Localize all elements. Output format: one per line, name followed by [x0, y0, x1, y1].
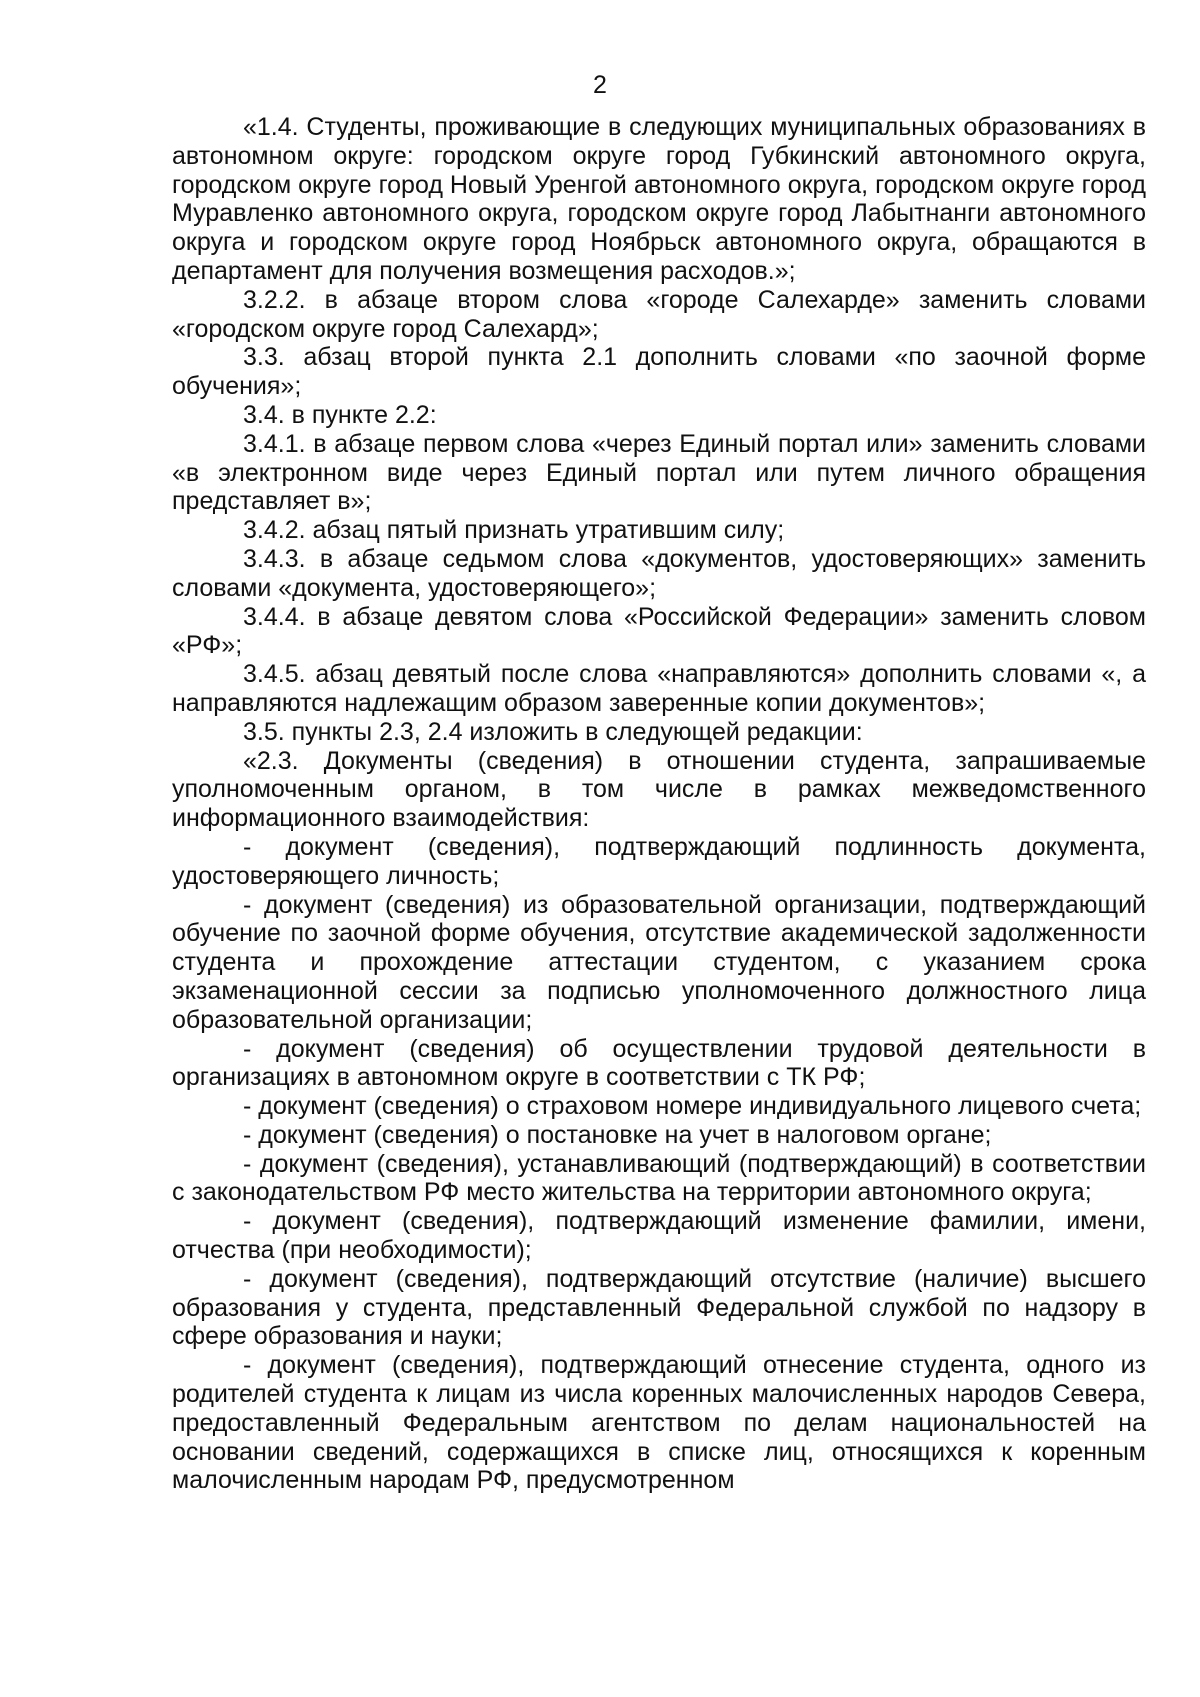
list-item-higher-education-document: - документ (сведения), подтверждающий отсутствие (наличие) высшего образования у студента, представленный Федеральной службой по надзору в сфере образования и науки;: [172, 1264, 1146, 1351]
paragraph-3-2-2: 3.2.2. в абзаце втором слова «городе Салехарде» заменить словами «городском округе город Салехард»;: [172, 285, 1146, 343]
paragraph-3-4-1: 3.4.1. в абзаце первом слова «через Единый портал или» заменить словами «в электронном виде через Единый портал или путем личного обращения представляет в»;: [172, 429, 1146, 516]
paragraph-3-5: 3.5. пункты 2.3, 2.4 изложить в следующей редакции:: [243, 717, 863, 746]
document-body: [172, 113, 1146, 1495]
paragraph-3-3: 3.3. абзац второй пункта 2.1 дополнить словами «по заочной форме обучения»;: [172, 343, 1146, 401]
paragraph-3-4-4: 3.4.4. в абзаце девятом слова «Российской Федерации» заменить словом «РФ»;: [172, 602, 1146, 660]
paragraph-3-4-5: 3.4.5. абзац девятый после слова «направляются» дополнить словами «, а направляются надлежащим образом заверенные копии документов»;: [172, 660, 1146, 717]
list-item-name-change-document: - документ (сведения), подтверждающий изменение фамилии, имени, отчества (при необходимости);: [172, 1207, 1146, 1265]
list-item-employment-document: - документ (сведения) об осуществлении трудовой деятельности в организациях в автономном округе в соответствии с ТК РФ;: [172, 1034, 1146, 1092]
list-item-insurance-number-document: - документ (сведения) о страховом номере индивидуального лицевого счета;: [243, 1092, 1142, 1121]
list-item-education-document: - документ (сведения) из образовательной организации, подтверждающий обучение по заочной форме обучения, отсутствие академической задолженности студента и прохождение аттестации студентом, с указанием срока экзаменационной сессии за подписью уполномоченного должностного лица образовательной организации;: [172, 890, 1146, 1034]
paragraph-3-4-2: 3.4.2. абзац пятый признать утратившим силу;: [243, 516, 785, 545]
paragraph-3-4: 3.4. в пункте 2.2:: [243, 400, 437, 429]
list-item-residence-document: - документ (сведения), устанавливающий (подтверждающий) в соответствии с законодательством РФ место жительства на территории автономного округа;: [172, 1149, 1146, 1207]
paragraph-3-4-3: 3.4.3. в абзаце седьмом слова «документов, удостоверяющих» заменить словами «документа, удостоверяющего»;: [172, 544, 1146, 602]
paragraph-1-4-students: «1.4. Студенты, проживающие в следующих муниципальных образованиях в автономном округе: городском округе город Губкинский автономного округа, городском округе город Новый Уренгой автономного округа, городском округе город Муравленко автономного округа, городском округе город Лабытнанги автономного округа и городском округе город Ноябрьск автономного округа, обращаются в департамент для получения возмещения расходов.»;: [172, 113, 1146, 285]
list-item-indigenous-status-document: - документ (сведения), подтверждающий отнесение студента, одного из родителей студента к лицам из числа коренных малочисленных народов Севера, предоставленный Федеральным агентством по делам национальностей на основании сведений, содержащихся в списке лиц, относящихся к коренным малочисленным народам РФ, предусмотренном: [172, 1351, 1146, 1495]
page-number: 2: [593, 71, 607, 99]
list-item-identity-document: - документ (сведения), подтверждающий подлинность документа, удостоверяющего личность;: [172, 832, 1146, 890]
list-item-tax-registration-document: - документ (сведения) о постановке на учет в налоговом органе;: [243, 1120, 992, 1149]
paragraph-2-3-documents: «2.3. Документы (сведения) в отношении студента, запрашиваемые уполномоченным органом, в том числе в рамках межведомственного информационного взаимодействия:: [172, 746, 1146, 833]
